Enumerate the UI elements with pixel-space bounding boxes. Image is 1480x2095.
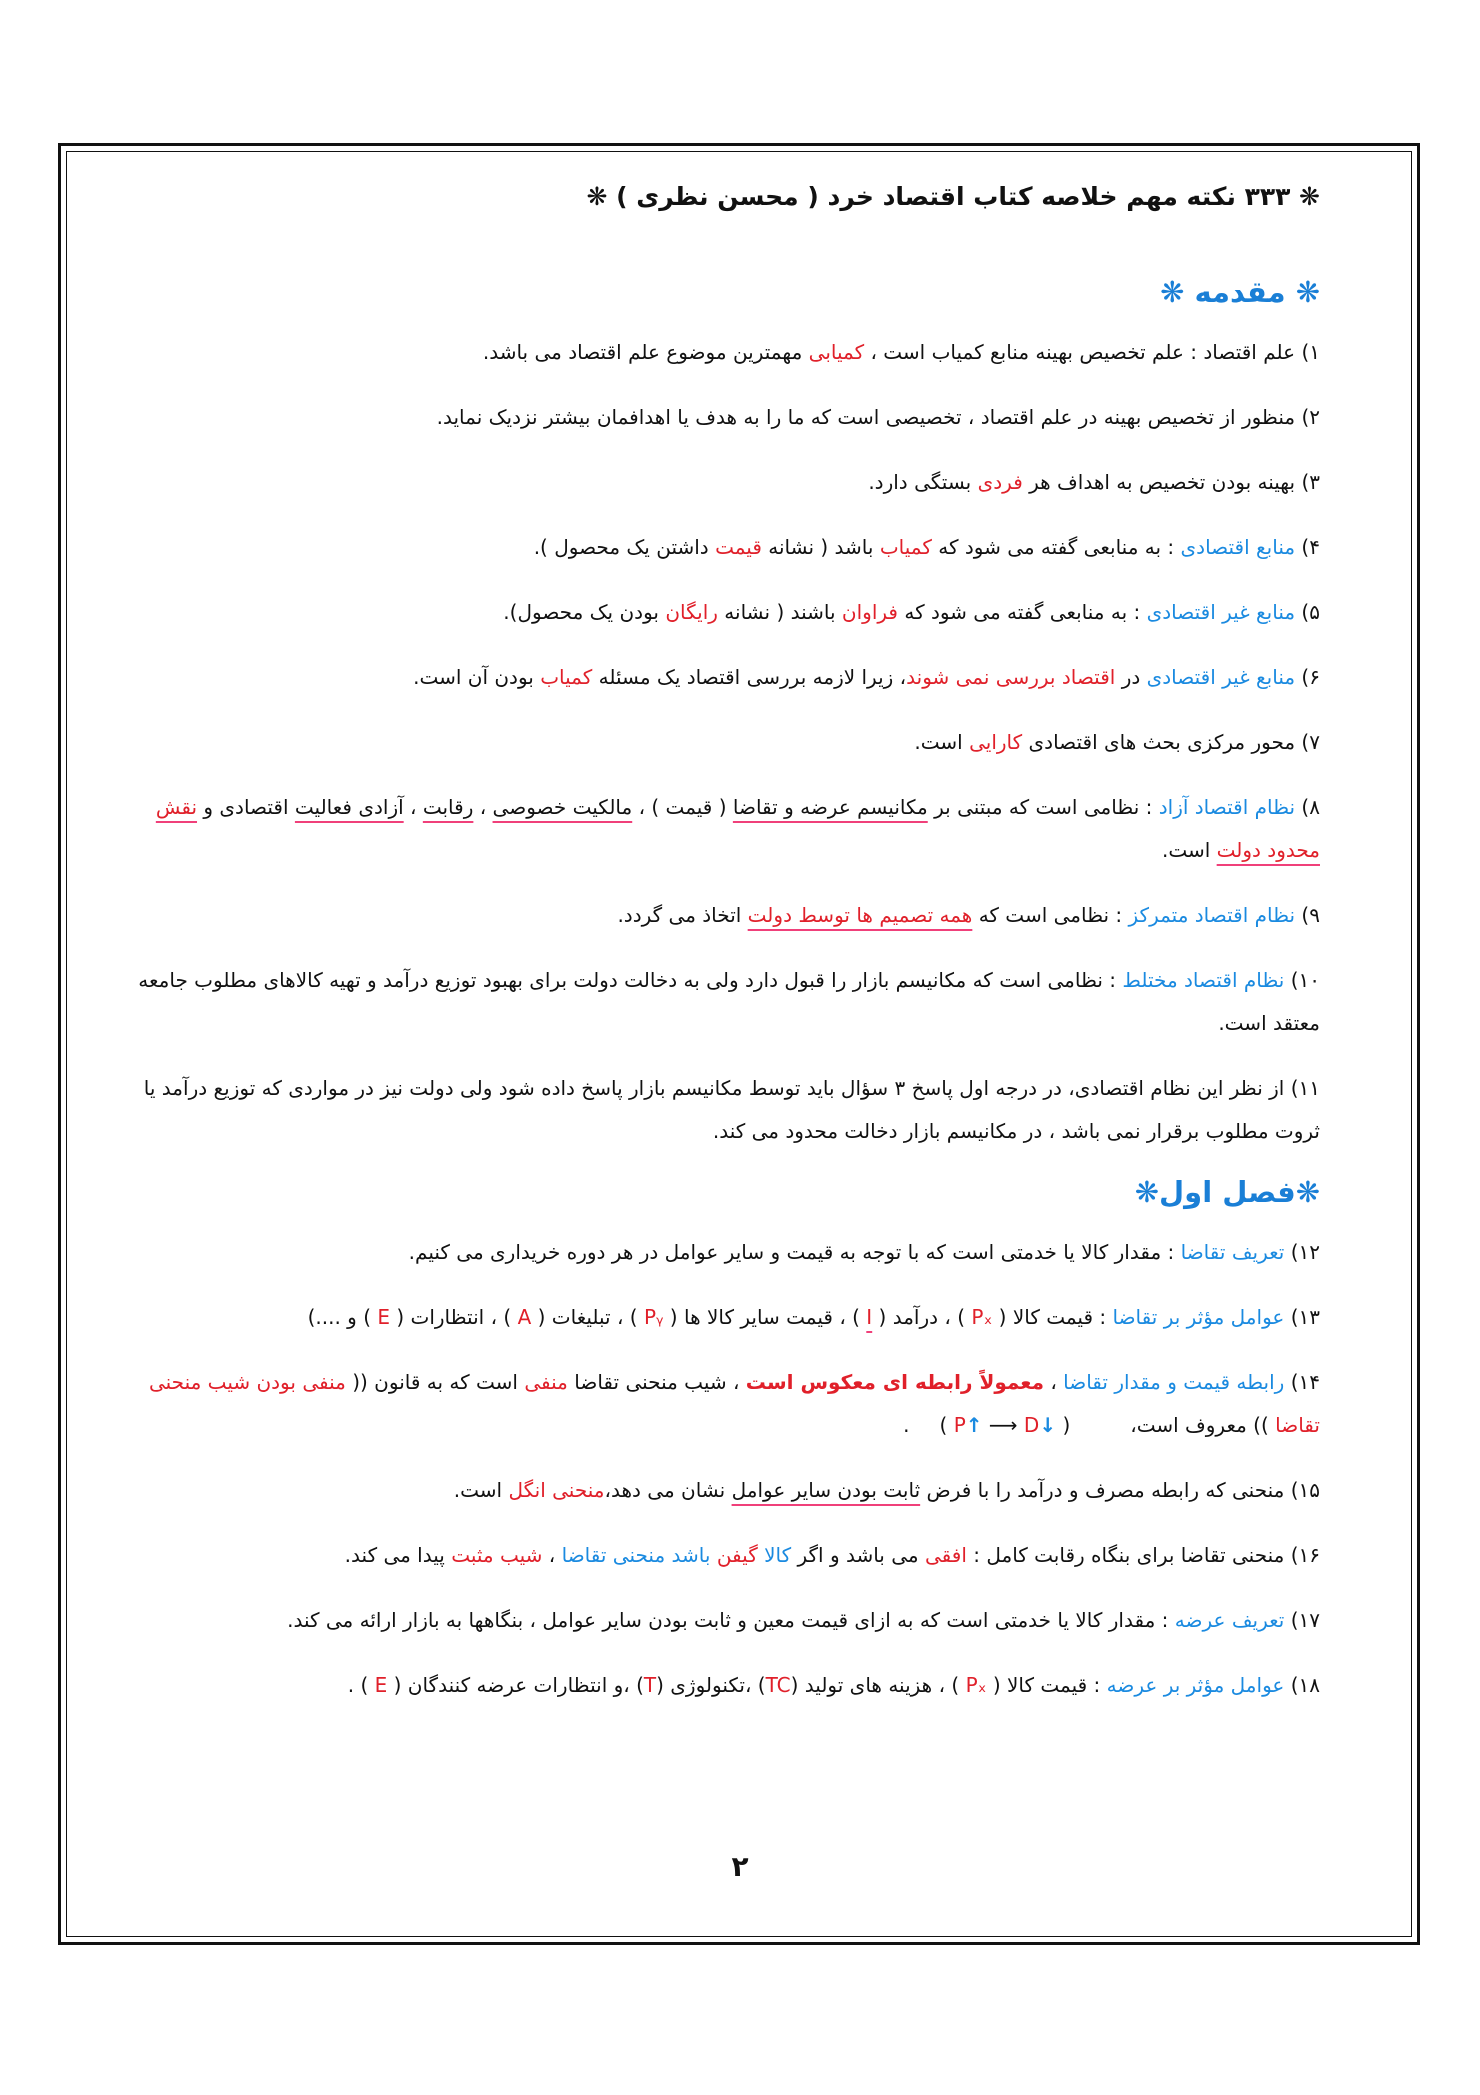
point-9: ۹) نظام اقتصاد متمرکز : نظامی است که همه تصمیم ها توسط دولت اتخاذ می گردد. — [617, 903, 1320, 927]
document-title: ❋ ۳۳۳ نکته مهم خلاصه کتاب اقتصاد خرد ( محسن نظری ) ❋ — [586, 182, 1320, 211]
point-5: ۵) منابع غیر اقتصادی : به منابعی گفته می شود که فراوان باشند ( نشانه رایگان بودن یک محصول). — [503, 600, 1320, 624]
point-7: ۷) محور مرکزی بحث های اقتصادی کارایی است. — [914, 730, 1320, 754]
point-13: ۱۳) عوامل مؤثر بر تقاضا : قیمت کالا ( Pₓ ) ، درآمد ( I ) ، قیمت سایر کالا ها ( Pᵧ ) ، تبلیغات ( A ) ، انتظارات ( E ) و ....) — [307, 1305, 1320, 1329]
document-body — [130, 160, 1320, 1729]
point-18: ۱۸) عوامل مؤثر بر عرضه : قیمت کالا ( Pₓ ) ، هزینه های تولید (TC) ،تکنولوژی (T) ،و انتظارات عرضه کنندگان ( E ) . — [347, 1673, 1320, 1697]
section-heading-chapter-one: ❋فصل اول❋ — [1134, 1175, 1320, 1209]
point-8: ۸) نظام اقتصاد آزاد : نظامی است که مبتنی بر مکانیسم عرضه و تقاضا ( قیمت ) ، مالکیت خصوصی ، رقابت ، آزادی فعالیت اقتصادی و نقش محدود دولت است. — [155, 795, 1320, 862]
point-17: ۱۷) تعریف عرضه : مقدار کالا یا خدمتی است که به ازای قیمت معین و ثابت بودن سایر عوامل ، بنگاهها به بازار ارائه می کند. — [287, 1608, 1320, 1632]
point-4: ۴) منابع اقتصادی : به منابعی گفته می شود که کمیاب باشد ( نشانه قیمت داشتن یک محصول ). — [533, 535, 1320, 559]
page-number: ۲ — [731, 1850, 749, 1883]
point-10: ۱۰) نظام اقتصاد مختلط : نظامی است که مکانیسم بازار را قبول دارد ولی به دخالت دولت برای بهبود توزیع درآمد و تهیه کالاهای مطلوب جامعه معتقد است. — [138, 968, 1320, 1035]
arrow-right-icon: ⟶ — [988, 1413, 1018, 1437]
price-demand-relation: ( P↑ ⟶ D↓ ) — [939, 1413, 1071, 1437]
point-14: ۱۴) رابطه قیمت و مقدار تقاضا ، معمولاً رابطه ای معکوس است ، شیب منحنی تقاضا منفی است که به قانون (( منفی بودن شیب منحنی تقاضا )) معروف است،( P↑ ⟶ D↓ ). — [130, 1361, 1320, 1447]
point-6: ۶) منابع غیر اقتصادی در اقتصاد بررسی نمی شوند، زیرا لازمه بررسی اقتصاد یک مسئله کمیاب بودن آن است. — [413, 665, 1320, 689]
point-15: ۱۵) منحنی که رابطه مصرف و درآمد را با فرض ثابت بودن سایر عوامل نشان می دهد،منحنی انگل است. — [453, 1478, 1320, 1502]
point-16: ۱۶) منحنی تقاضا برای بنگاه رقابت کامل : افقی می باشد و اگر کالا گیفن باشد منحنی تقاضا ، شیب مثبت پیدا می کند. — [344, 1543, 1320, 1567]
point-1: ۱) علم اقتصاد : علم تخصیص بهینه منابع کمیاب است ، کمیابی مهمترین موضوع علم اقتصاد می باشد. — [482, 340, 1320, 364]
arrow-up-icon: ↑ — [965, 1413, 983, 1437]
point-3: ۳) بهینه بودن تخصیص به اهداف هر فردی بستگی دارد. — [868, 470, 1320, 494]
point-2: ۲) منظور از تخصیص بهینه در علم اقتصاد ، تخصیصی است که ما را به هدف یا اهدافمان بیشتر نزدیک نماید. — [436, 405, 1320, 429]
section-heading-intro: ❋ مقدمه ❋ — [1160, 275, 1320, 309]
point-11: ۱۱) از نظر این نظام اقتصادی، در درجه اول پاسخ ۳ سؤال باید توسط مکانیسم بازار پاسخ داده شود ولی دولت نیز در مواردی که توزیع درآمد یا ثروت مطلوب برقرار نمی باشد ، در مکانیسم بازار دخالت محدود می کند. — [143, 1076, 1320, 1143]
point-12: ۱۲) تعریف تقاضا : مقدار کالا یا خدمتی است که با توجه به قیمت و سایر عوامل در هر دوره خریداری می کنیم. — [408, 1240, 1320, 1264]
arrow-down-icon: ↓ — [1039, 1413, 1057, 1437]
